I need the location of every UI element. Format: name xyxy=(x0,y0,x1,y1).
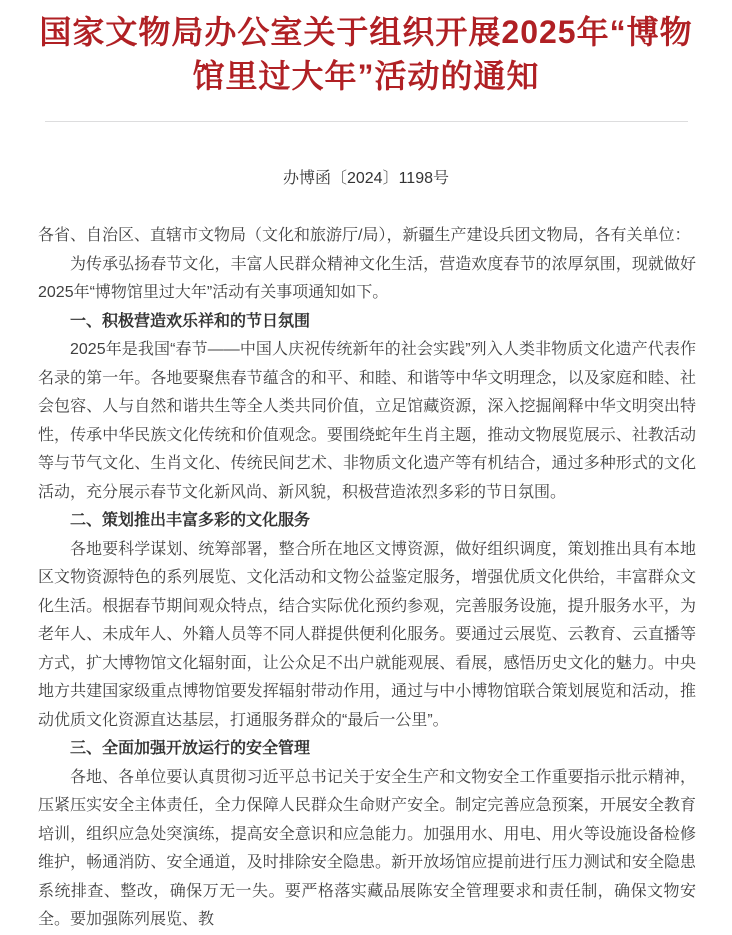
section-heading: 二、策划推出丰富多彩的文化服务 xyxy=(70,512,311,529)
body-paragraph: 各地要科学谋划、统筹部署，整合所在地区文博资源，做好组织调度，策划推出具有本地区文物资源特色的系列展览、文化活动和文物公益鉴定服务，增强优质文化供给，丰富群众文化生活。根据春节期间观众特点，结合实际优化预约参观，完善服务设施，提升服务水平，为老年人、未成年人、外籍人员等不同人群提供便利化服务。要通过云展览、云教育、云直播等方式，扩大博物馆文化辐射面，让公众足不出户就能观展、看展，感悟历史文化的魅力。中央地方共建国家级重点博物馆要发挥辐射带动作用，通过与中小博物馆联合策划展览和活动，推动优质文化资源直达基层，打通服务群众的“最后一公里”。 xyxy=(38,540,696,729)
body-paragraph: 各省、自治区、直辖市文物局（文化和旅游厅/局），新疆生产建设兵团文物局，各有关单位： xyxy=(38,227,691,244)
section-heading: 一、积极营造欢乐祥和的节日氛围 xyxy=(70,312,311,330)
body-paragraph: 为传承弘扬春节文化，丰富人民群众精神文化生活，营造欢度春节的浓厚氛围，现就做好2025年“博物馆里过大年”活动有关事项通知如下。 xyxy=(38,255,696,301)
document-body xyxy=(38,222,696,935)
title-divider xyxy=(45,121,688,122)
body-paragraph: 2025年是我国“春节——中国人庆祝传统新年的社会实践”列入人类非物质文化遗产代表作名录的第一年。各地要聚焦春节蕴含的和平、和睦、和谐等中华文明理念，以及家庭和睦、社会包容、人与自然和谐共生等全人类共同价值，立足馆藏资源，深入挖掘阐释中华文明突出特性，传承中华民族文化传统和价值观念。要围绕蛇年生肖主题，推动文物展览展示、社教活动等与节气文化、生肖文化、传统民间艺术、非物质文化遗产等有机结合，通过多种形式的文化活动，充分展示春节文化新风尚、新风貌，积极营造浓烈多彩的节日氛围。 xyxy=(38,341,696,501)
notice-page xyxy=(0,10,732,928)
page-title: 国家文物局办公室关于组织开展2025年“博物馆里过大年”活动的通知 xyxy=(39,14,693,94)
document-number: 办博函〔2024〕1198号 xyxy=(282,170,449,187)
body-paragraph: 各地、各单位要认真贯彻习近平总书记关于安全生产和文物安全工作重要指示批示精神，压紧压实安全主体责任，全力保障人民群众生命财产安全。制定完善应急预案，开展安全教育培训，组织应急处突演练，提高安全意识和应急能力。加强用水、用电、用火等设施设备检修维护，畅通消防、安全通道，及时排除安全隐患。新开放场馆应提前进行压力测试和安全隐患系统排查、整改，确保万无一失。要严格落实藏品展陈安全管理要求和责任制，确保文物安全。要加强陈列展览、教 xyxy=(38,768,696,928)
section-heading: 三、全面加强开放运行的安全管理 xyxy=(70,740,311,757)
